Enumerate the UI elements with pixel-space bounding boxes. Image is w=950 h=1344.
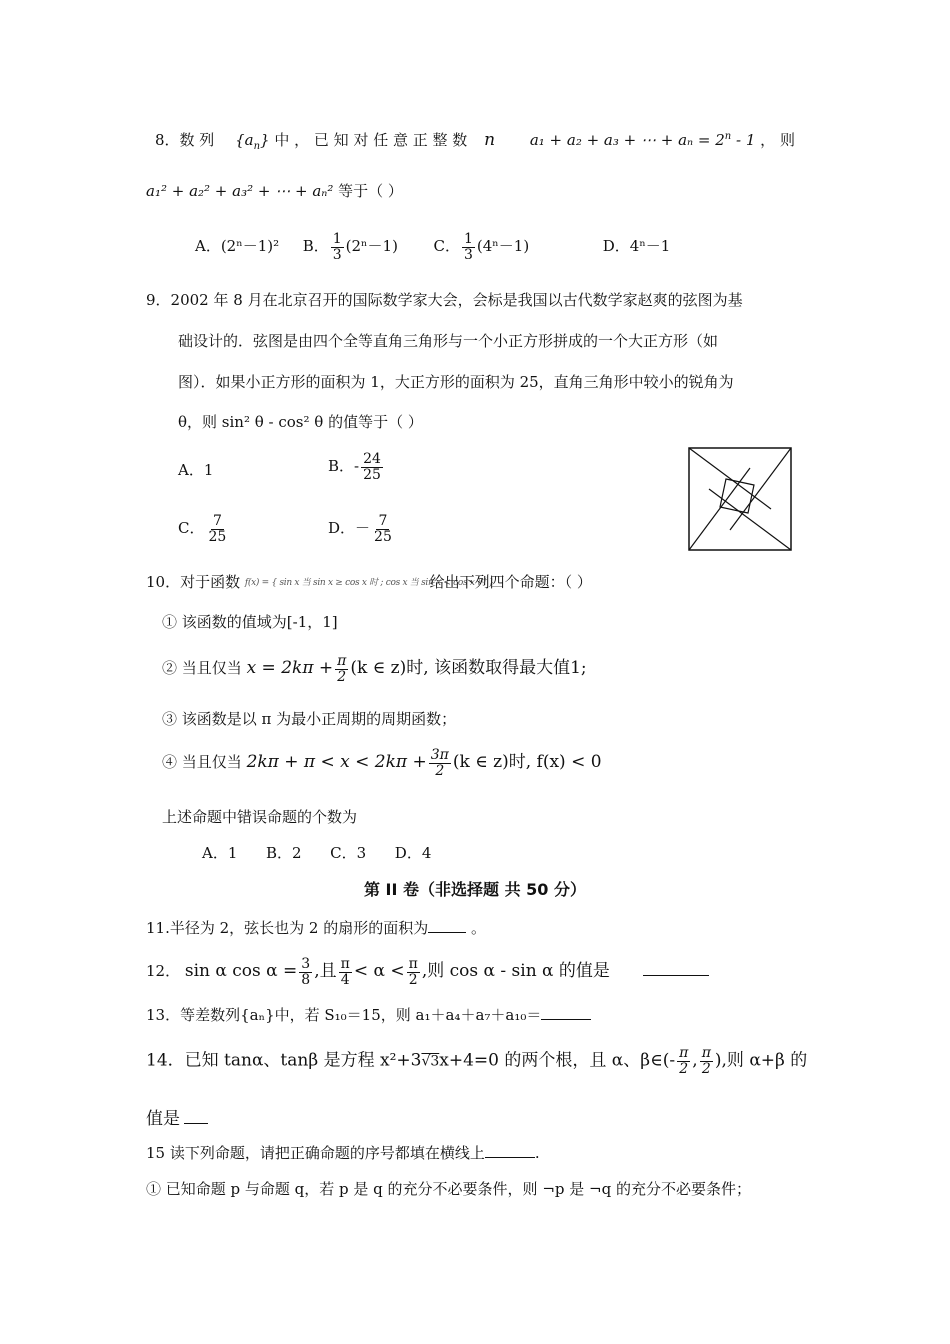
q8-line2: a₁² + a₂² + a₃² + ⋯ + aₙ² 等于（ ） <box>146 182 403 200</box>
q15-answer-blank[interactable] <box>485 1145 535 1158</box>
q9-option-a: A．1 <box>178 461 214 479</box>
q15-item-1: ① 已知命题 p 与命题 q，若 p 是 q 的充分不必要条件，则 ¬p 是 ¬q 的充分不必要条件； <box>146 1180 751 1198</box>
q12-answer-blank[interactable] <box>643 963 709 976</box>
q8-option-b: B． $\frac{1}{3}$ (2ⁿ－1) <box>302 231 398 263</box>
q12: 12． sin α cos α = $\frac{3}{8}$ ,且 $\frac{\pi}{4}$ < α < $\frac{\pi}{2}$ ,则 cos α - sin α 的值是 <box>146 957 709 987</box>
q10-proposition-4: ④ 当且仅当 2kπ + π < x < 2kπ + $\frac{3\pi}{2}$ (k ∈ z)时, f(x) < 0 <box>162 747 602 779</box>
q15: 15 读下列命题，请把正确命题的序号都填在横线上 . <box>146 1144 540 1162</box>
q8-options <box>195 232 670 262</box>
q11-answer-blank[interactable] <box>428 920 466 933</box>
xian-diagram <box>688 447 792 551</box>
q10-line1: 10．对于函数 f(x) = { sin x 当 sin x ≥ cos x 时 ; cos x 当 sin x < cos x 时 } 给出下列四个命题：（ ） <box>146 573 592 591</box>
triangle-hyp-2 <box>730 448 791 530</box>
q8-option-c: C． $\frac{1}{3}$ (4ⁿ－1) <box>433 231 530 263</box>
q14-line1: 14．已知 tanα、tanβ 是方程 x²+3√3x+4=0 的两个根，且 α、β∈(- $\frac{\pi}{2}$ , $\frac{\pi}{2}$ ),则 α+β 的 <box>146 1045 808 1077</box>
q10-function: f(x) = { sin x 当 sin x ≥ cos x 时 ; cos x 当 sin x < cos x 时 } <box>244 577 494 588</box>
section-title: 第 II 卷（非选择题 共 50 分） <box>363 880 587 899</box>
big-square <box>689 448 791 550</box>
triangle-hyp-4 <box>689 468 750 550</box>
triangle-hyp-1 <box>689 448 771 509</box>
q9-option-d: D．－ $\frac{7}{25}$ <box>328 513 392 545</box>
q14-answer-blank[interactable] <box>184 1111 208 1124</box>
q9-option-c: C． $\frac{7}{25}$ <box>178 513 227 545</box>
q10-summary: 上述命题中错误命题的个数为 <box>162 808 358 826</box>
q8-option-a: A．(2ⁿ－1)² <box>195 237 280 256</box>
q9-line1: 9．2002 年 8 月在北京召开的国际数学家大会，会标是我国以古代数学家赵爽的弦图为基 <box>146 291 743 309</box>
q14-line2: 值是 <box>146 1109 208 1129</box>
q10-proposition-1: ① 该函数的值域为[-1，1] <box>162 613 338 631</box>
q8-option-d: D．4ⁿ－1 <box>602 237 671 256</box>
q9-line4: θ，则 sin² θ - cos² θ 的值等于（ ） <box>178 413 423 431</box>
q9-option-b: B．- $\frac{24}{25}$ <box>328 451 381 483</box>
q9-line3: 图）．如果小正方形的面积为 1，大正方形的面积为 25，直角三角形中较小的锐角为 <box>178 373 734 391</box>
q8-line1: 8．数 列 $\{a_n\}$ 中 ， 已 知 对 任 意 正 整 数 n a₁ + a₂ + a₃ + ⋯ + $a_n = 2^n - 1$ ， 则 <box>155 130 795 152</box>
q13: 13．等差数列{aₙ}中，若 S₁₀＝15，则 a₁＋a₄＋a₇＋a₁₀＝ <box>146 1006 591 1024</box>
q11: 11.半径为 2，弦长也为 2 的扇形的面积为 。 <box>146 919 487 937</box>
q13-answer-blank[interactable] <box>541 1007 591 1020</box>
q10-options: A．1 B．2 C．3 D．4 <box>202 844 432 862</box>
q10-proposition-3: ③ 该函数是以 π 为最小正周期的周期函数； <box>162 710 457 728</box>
q9-line2: 础设计的．弦图是由四个全等直角三角形与一个小正方形拼成的一个大正方形（如 <box>178 332 719 350</box>
q10-proposition-2: ② 当且仅当 x = 2kπ + $\frac{\pi}{2}$ (k ∈ z)时, 该函数取得最大值1; <box>162 653 587 685</box>
